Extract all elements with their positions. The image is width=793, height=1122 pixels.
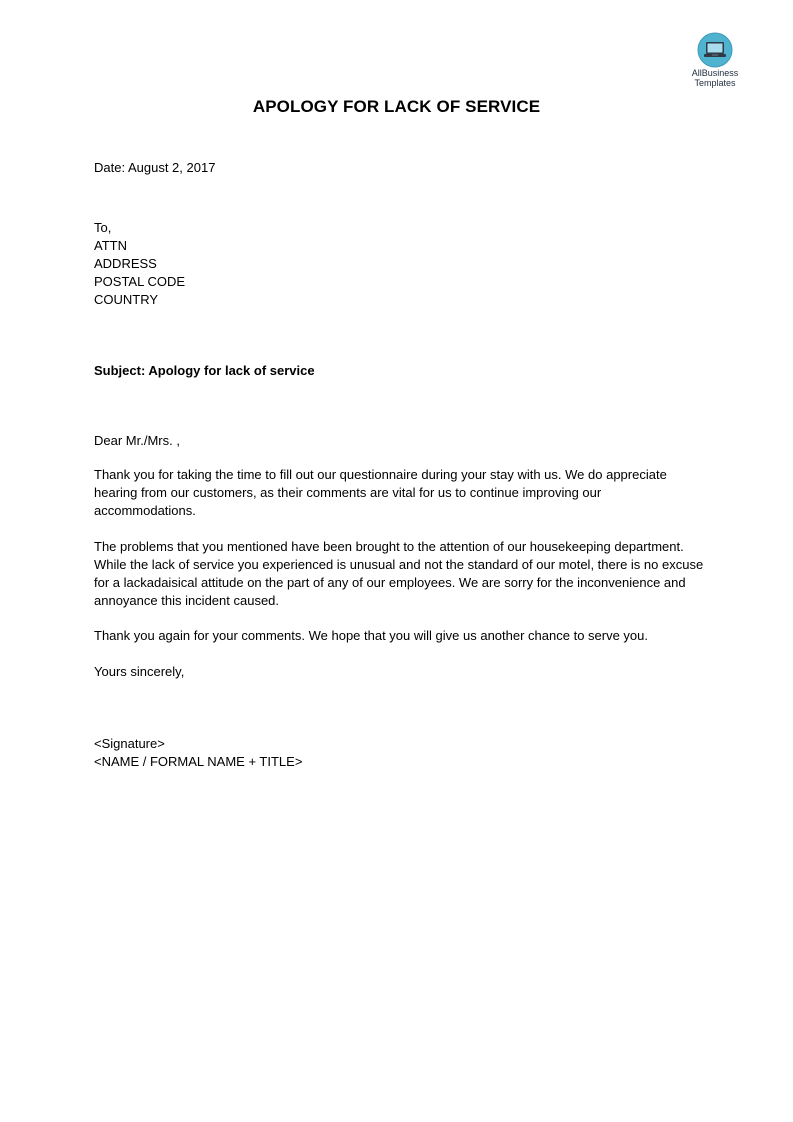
letter-subject: Subject: Apology for lack of service xyxy=(94,363,315,378)
recipient-attn: ATTN xyxy=(94,238,127,253)
recipient-to: To, xyxy=(94,220,112,235)
document-title: APOLOGY FOR LACK OF SERVICE xyxy=(252,97,541,116)
signature-placeholder: <Signature> xyxy=(94,736,165,751)
logo-text-line2: Templates xyxy=(694,78,736,88)
body-paragraph-1: Thank you for taking the time to fill out our questionnaire during your stay with us. We do appreciate hearing from our customers, as their comments are vital for us to continue improving our accommodations. xyxy=(94,467,667,518)
body-paragraph-3: Thank you again for your comments. We hope that you will give us another chance to serve you. xyxy=(94,628,649,643)
recipient-address: ADDRESS xyxy=(94,256,157,271)
laptop-logo-icon xyxy=(697,32,733,68)
letter-date: Date: August 2, 2017 xyxy=(94,160,216,175)
signer-name-placeholder: <NAME / FORMAL NAME + TITLE> xyxy=(94,754,303,769)
recipient-postal-code: POSTAL CODE xyxy=(94,274,186,289)
recipient-country: COUNTRY xyxy=(94,292,159,307)
logo-text-line1: AllBusiness xyxy=(691,68,739,78)
allbusiness-templates-logo xyxy=(686,32,744,88)
body-paragraph-2: The problems that you mentioned have been brought to the attention of our housekeeping department. While the lack of service you experienced is unusual and not the standard of our motel, there is no excuse for a lackadaisical attitude on the part of any of our employees. We are sorry for the inconvenience and annoyance this incident caused. xyxy=(94,539,704,608)
closing: Yours sincerely, xyxy=(94,664,185,679)
salutation: Dear Mr./Mrs. , xyxy=(94,433,180,448)
